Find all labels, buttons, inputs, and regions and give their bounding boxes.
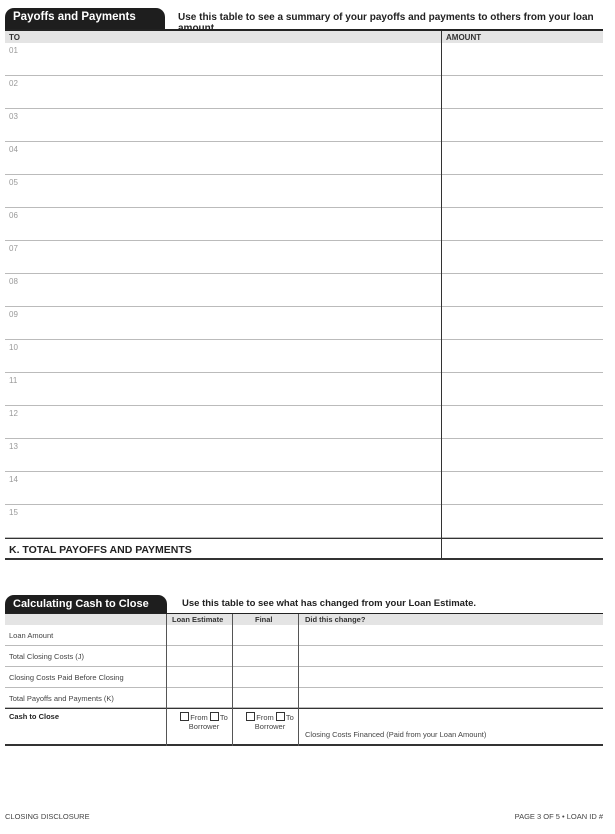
cash-row	[5, 646, 603, 667]
payoff-row[interactable]	[5, 175, 603, 208]
row-number: 14	[9, 475, 18, 484]
payoff-row[interactable]	[5, 406, 603, 439]
section-tab-cash: Calculating Cash to Close	[5, 595, 167, 613]
cash-row-label: Total Payoffs and Payments (K)	[9, 694, 114, 703]
payoff-row[interactable]	[5, 274, 603, 307]
row-number: 04	[9, 145, 18, 154]
row-number: 01	[9, 46, 18, 55]
payoff-row[interactable]	[5, 505, 603, 538]
section-tab-payoffs: Payoffs and Payments	[5, 8, 165, 29]
col-did-change: Did this change?	[305, 615, 366, 624]
payoff-row[interactable]	[5, 109, 603, 142]
total-row	[5, 538, 603, 560]
cash-to-close-row	[5, 708, 603, 746]
cash-row	[5, 667, 603, 688]
row-number: 02	[9, 79, 18, 88]
from-checkbox[interactable]	[180, 712, 189, 721]
from-label: From	[256, 713, 274, 722]
column-divider	[166, 614, 167, 746]
final-from-to	[237, 712, 303, 731]
from-label: From	[190, 713, 208, 722]
cash-row-label: Loan Amount	[9, 631, 54, 640]
col-to: TO	[9, 33, 20, 42]
row-number: 12	[9, 409, 18, 418]
col-amount: AMOUNT	[446, 33, 482, 42]
row-number: 03	[9, 112, 18, 121]
payoff-row[interactable]	[5, 76, 603, 109]
to-checkbox[interactable]	[210, 712, 219, 721]
payoff-row[interactable]	[5, 373, 603, 406]
row-number: 15	[9, 508, 18, 517]
footer-left: CLOSING DISCLOSURE	[5, 812, 90, 821]
payoff-row[interactable]	[5, 208, 603, 241]
payoff-row[interactable]	[5, 340, 603, 373]
borrower-label: Borrower	[188, 722, 220, 731]
closing-costs-financed: Closing Costs Financed (Paid from your Loan Amount)	[305, 730, 487, 739]
payoff-row[interactable]	[5, 142, 603, 175]
cash-row-label: Closing Costs Paid Before Closing	[9, 673, 124, 682]
cash-header-row	[5, 614, 603, 625]
row-number: 13	[9, 442, 18, 451]
row-number: 10	[9, 343, 18, 352]
payoff-row[interactable]	[5, 439, 603, 472]
cash-to-close-label: Cash to Close	[9, 712, 60, 721]
payoff-row[interactable]	[5, 43, 603, 76]
cash-row	[5, 688, 603, 708]
to-checkbox[interactable]	[276, 712, 285, 721]
cash-intro: Use this table to see what has changed from your Loan Estimate.	[182, 598, 477, 609]
column-divider	[298, 614, 299, 746]
col-final: Final	[255, 615, 273, 624]
to-label: To	[285, 713, 294, 722]
cash-row	[5, 625, 603, 646]
column-divider	[232, 614, 233, 746]
column-divider	[441, 31, 442, 559]
payoff-row[interactable]	[5, 241, 603, 274]
payoff-row[interactable]	[5, 472, 603, 505]
payoff-row[interactable]	[5, 307, 603, 340]
payoffs-header-row	[5, 31, 603, 43]
cash-row-label: Total Closing Costs (J)	[9, 652, 85, 661]
row-number: 11	[9, 376, 18, 385]
from-checkbox[interactable]	[246, 712, 255, 721]
payoffs-intro: Use this table to see a summary of your payoffs and payments to others from your loan	[178, 12, 594, 23]
row-number: 09	[9, 310, 18, 319]
total-label: K. TOTAL PAYOFFS AND PAYMENTS	[9, 544, 192, 556]
row-number: 05	[9, 178, 18, 187]
col-loan-estimate: Loan Estimate	[172, 615, 224, 624]
row-number: 06	[9, 211, 18, 220]
row-number: 08	[9, 277, 18, 286]
footer-right: PAGE 3 OF 5 • LOAN ID #	[514, 812, 603, 821]
to-label: To	[219, 713, 228, 722]
borrower-label: Borrower	[254, 722, 286, 731]
le-from-to	[171, 712, 237, 731]
row-number: 07	[9, 244, 18, 253]
